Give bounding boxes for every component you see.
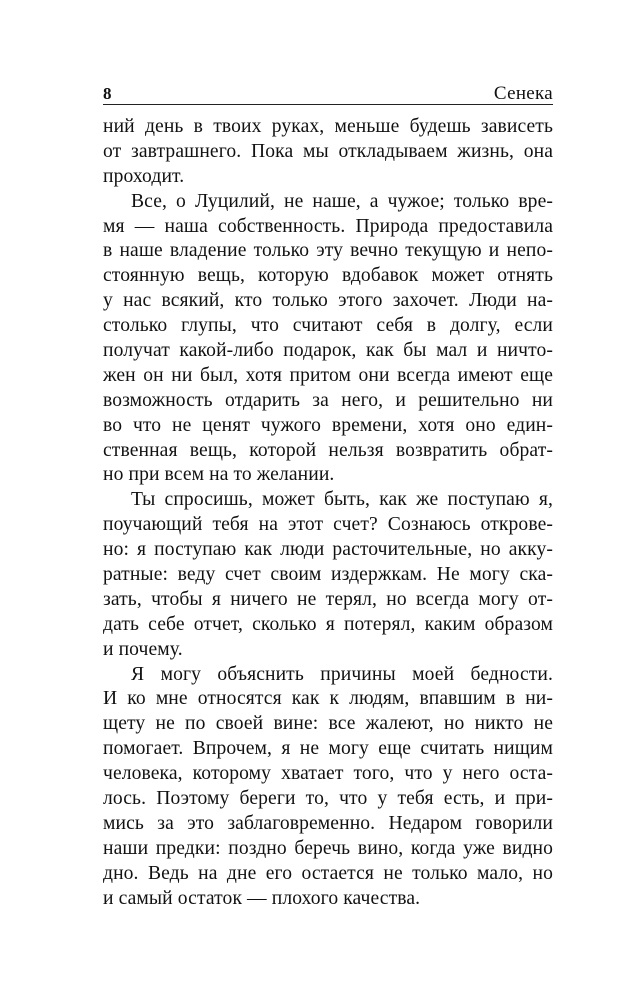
book-page — [103, 78, 553, 912]
text-line: у нас всякий, кто только этого захочет. Люди на- — [103, 290, 553, 312]
text-line: во что не ценят чужого времени, хотя оно един- — [103, 414, 553, 436]
page-number: 8 — [103, 84, 112, 103]
text-line: от завтрашнего. Пока мы откладываем жизнь, она — [103, 140, 553, 162]
text-line: ний день в твоих руках, меньше будешь зависеть — [103, 116, 553, 137]
page-header — [103, 78, 553, 105]
paragraph — [103, 115, 553, 190]
text-line: но: я поступаю как люди расточительные, но акку- — [103, 539, 553, 561]
text-line: столько глупы, что считают себя в долгу, если — [103, 315, 553, 337]
text-line: зать, чтобы я ничего не терял, но всегда могу от- — [103, 588, 553, 610]
text-line: и самый остаток — плохого качества. — [103, 887, 421, 909]
text-line: мя — наша собственность. Природа предоставила — [103, 215, 553, 237]
text-line: Все, о Луцилий, не наше, а чужое; только вре- — [131, 190, 553, 212]
text-line: наши предки: поздно беречь вино, когда уже видно — [103, 837, 553, 859]
paragraph — [103, 488, 553, 662]
paragraph — [103, 190, 553, 489]
text-line: мись за это заблаговременно. Недаром говорили — [103, 812, 553, 834]
text-line: лось. Поэтому береги то, что у тебя есть, и при- — [103, 788, 553, 810]
text-line: стоянную вещь, которую вдобавок может отнять — [103, 265, 553, 287]
text-line: получат какой-либо подарок, как бы мал и ничто- — [103, 340, 553, 362]
text-line: человека, которому хватает того, что у него оста- — [103, 763, 553, 785]
running-head: Сенека — [493, 83, 553, 104]
text-line: дать себе отчет, сколько я потерял, каким образом — [103, 613, 553, 635]
text-line: дно. Ведь на дне его остается не только мало, но — [103, 862, 553, 884]
paragraph — [103, 663, 553, 912]
text-line: и почему. — [103, 638, 183, 660]
text-line: Ты спросишь, может быть, как же поступаю я, — [131, 489, 553, 511]
text-line: щету не по своей вине: все жалеют, но никто не — [103, 713, 553, 735]
text-line: помогает. Впрочем, я не могу еще считать нищим — [103, 738, 553, 760]
text-line: ратные: веду счет своим издержкам. Не могу ска- — [103, 564, 553, 586]
text-line: Я могу объяснить причины моей бедности. — [131, 663, 553, 685]
text-line: но при всем на то желании. — [103, 464, 335, 486]
text-line: в наше владение только эту вечно текущую и непо- — [103, 240, 553, 262]
text-line: проходит. — [103, 165, 185, 187]
text-line: ственная вещь, которой нельзя возвратить обрат- — [103, 439, 553, 461]
text-line: возможность отдарить за него, и решительно ни — [103, 389, 553, 411]
text-line: жен он ни был, хотя притом они всегда имеют еще — [103, 364, 553, 386]
body-text — [103, 115, 553, 912]
text-line: поучающий тебя на этот счет? Сознаюсь открове- — [103, 514, 553, 536]
text-line: И ко мне относятся как к людям, впавшим в ни- — [103, 688, 553, 710]
